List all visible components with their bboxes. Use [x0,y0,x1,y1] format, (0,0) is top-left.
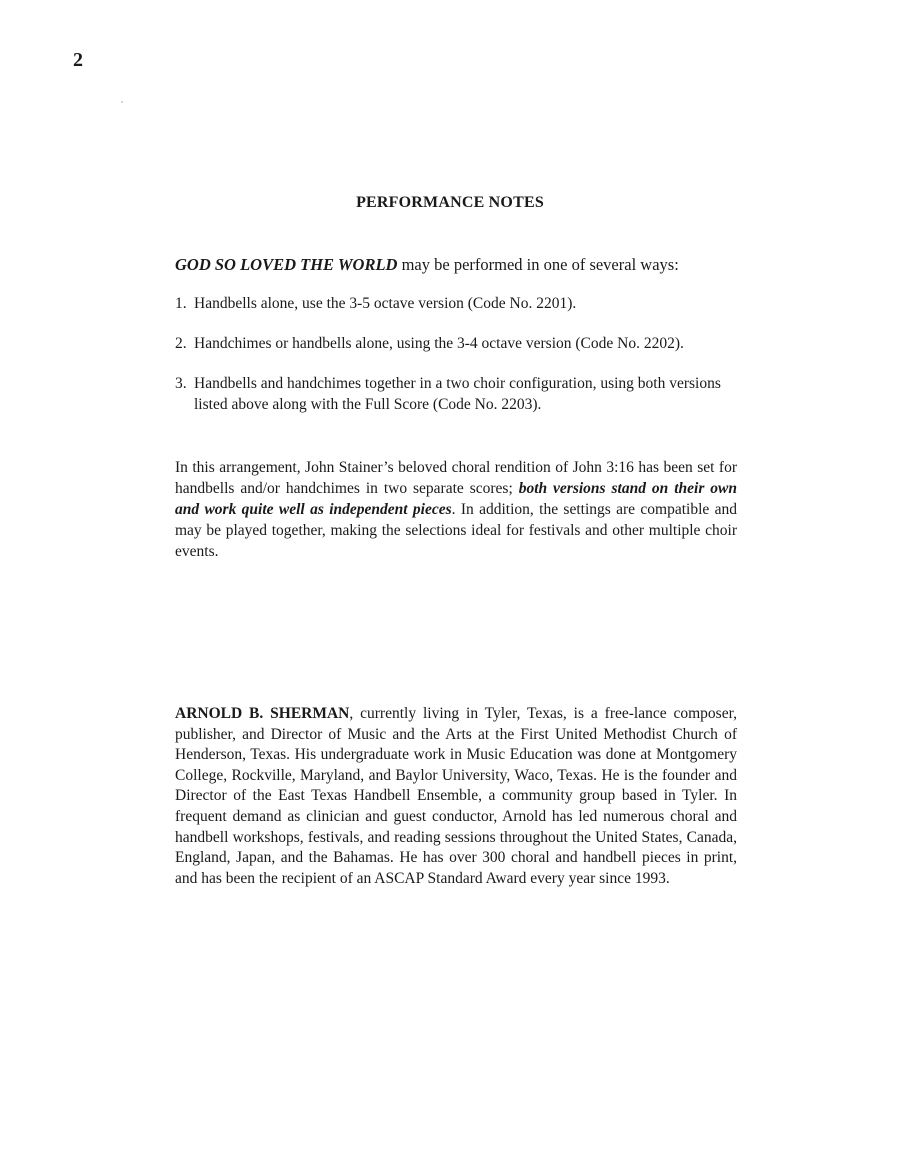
option-number: 3. [175,375,187,392]
composer-biography [175,704,737,889]
intro-text: may be performed in one of several ways: [397,255,679,274]
list-item [175,293,745,314]
composer-name: ARNOLD B. SHERMAN [175,705,350,722]
arrangement-emphasis: both versions stand on their own and work quite well as independent pieces [175,480,737,518]
page-number: 2 [73,49,83,71]
work-title: GOD SO LOVED THE WORLD [175,255,398,274]
arrangement-text-end: . In addition, the settings are compatible and may be played together, making the selections ideal for festivals and other multiple choir events. [175,501,737,560]
arrangement-text-start: In this arrangement, John Stainer’s beloved choral rendition of John 3:16 has been set for handbells and/or handchimes in two separate scores; [175,459,737,497]
intro-paragraph [175,254,745,276]
list-item [175,373,745,415]
scan-speck [121,101,123,103]
option-number: 1. [175,295,187,312]
biography-text: , currently living in Tyler, Texas, is a free-lance composer, publisher, and Director of Music and the Arts at the First United Methodist Church of Henderson, Texas. His undergraduate work in Music Education was done at Montgomery College, Rockville, Maryland, and Baylor University, Waco, Texas. He is the founder and Director of the East Texas Handbell Ensemble, a community group based in Tyler. In frequent demand as clinician and guest conductor, Arnold has led numerous choral and handbell workshops, festivals, and reading sessions throughout the United States, Canada, England, Japan, and the Bahamas. He has over 300 choral and handbell pieces in print, and has been the recipient of an ASCAP Standard Award every year since 1993. [175,705,737,887]
option-text: Handbells and handchimes together in a two choir configuration, using both versions listed above along with the Full Score (Code No. 2203). [194,375,721,413]
section-title: PERFORMANCE NOTES [356,194,544,211]
performance-options-list [175,293,745,434]
option-number: 2. [175,335,187,352]
option-text: Handbells alone, use the 3-5 octave version (Code No. 2201). [194,295,577,312]
list-item [175,333,745,354]
option-text: Handchimes or handbells alone, using the 3-4 octave version (Code No. 2202). [194,335,684,352]
arrangement-paragraph [175,457,737,562]
